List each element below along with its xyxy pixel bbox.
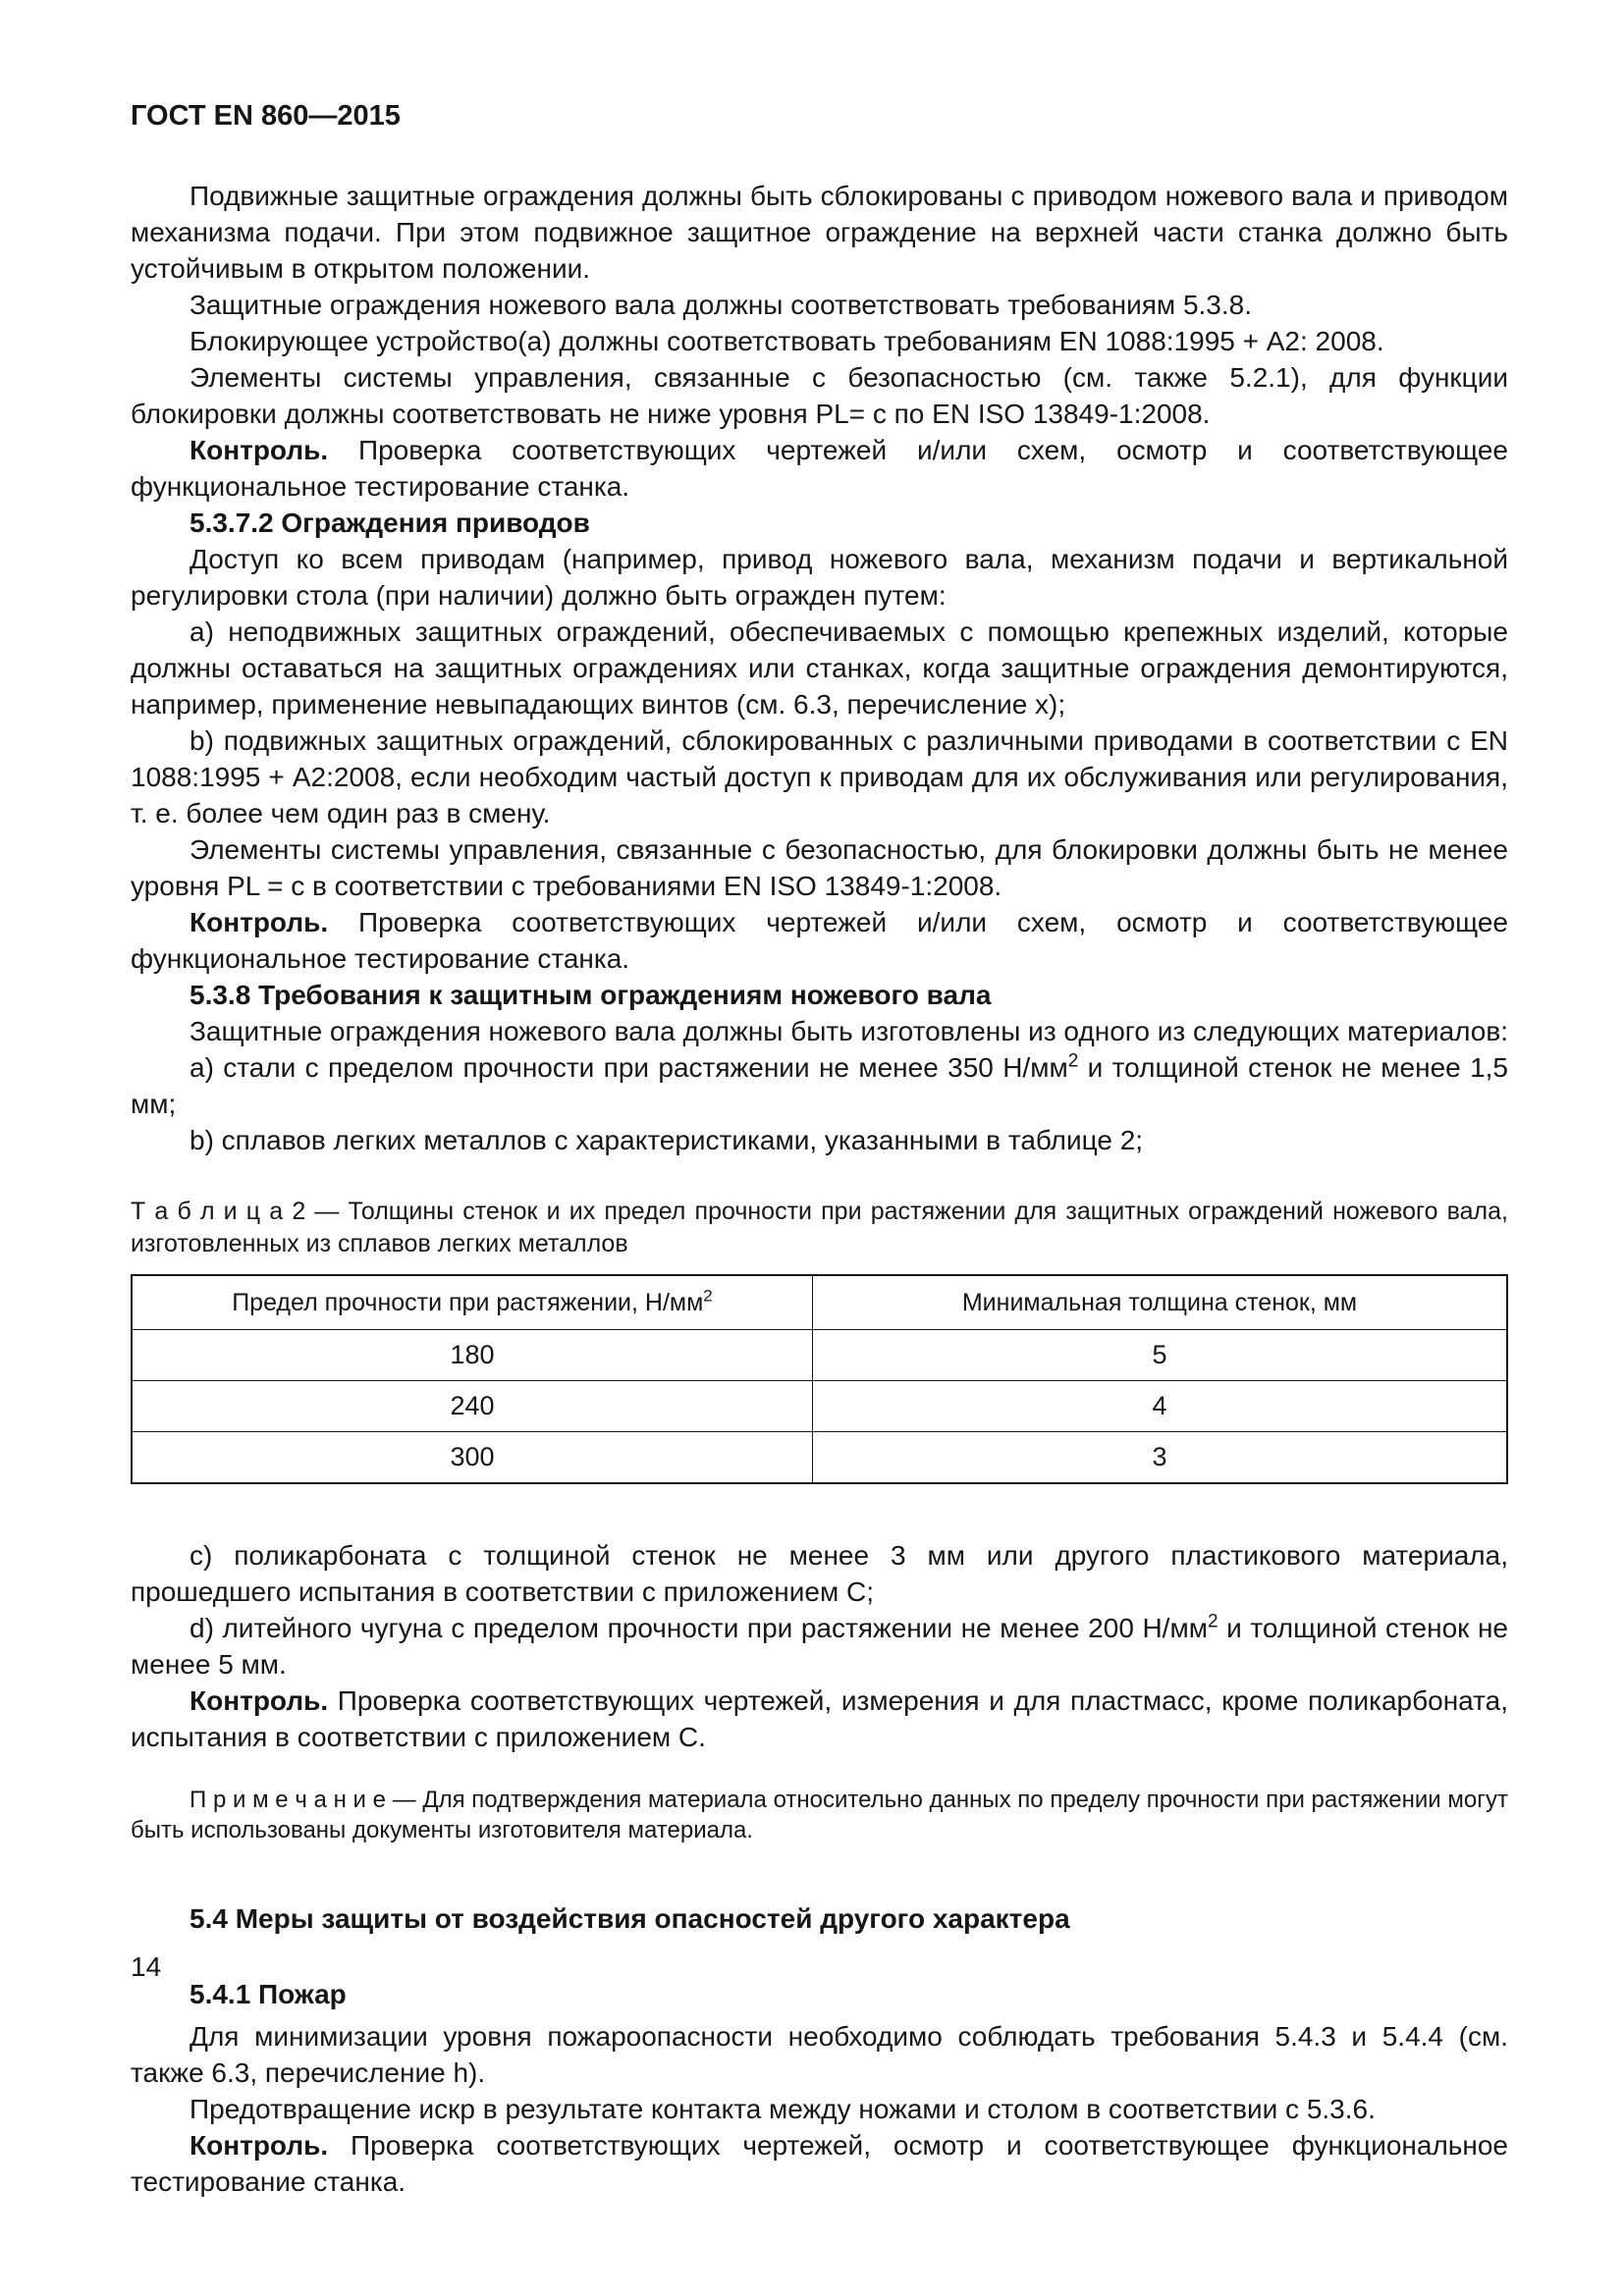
paragraph-spark-prevention: Предотвращение искр в результате контакта между ножами и столом в соответствии с 5.3.6. xyxy=(189,2094,1376,2124)
control-label: Контроль. xyxy=(189,2130,329,2161)
item-a-text-end: и толщиной стенок не менее 1,5 мм; xyxy=(131,1052,1508,1119)
note-material-confirmation: П р и м е ч а н и е — Для подтверждения материала относительно данных по пределу прочности при растяжении могут быть использованы документы изготовителя материала. xyxy=(131,1787,1508,1843)
paragraph-item-d-cast-iron xyxy=(131,1610,1508,1682)
superscript-2: 2 xyxy=(1207,1611,1218,1632)
paragraph-fire-risk: Для минимизации уровня пожароопасности необходимо соблюдать требования 5.4.3 и 5.4.4 (см. также 6.3, перечисление h). xyxy=(131,2021,1508,2088)
table-caption: Т а б л и ц а 2 — Толщины стенок и их предел прочности при растяжении для защитных ограждений ножевого вала, изготовленных из сплавов легких металлов xyxy=(131,1198,1508,1257)
paragraph-item-b-alloys: b) сплавов легких металлов с характеристиками, указанными в таблице 2; xyxy=(189,1125,1144,1155)
paragraph-control-system: Элементы системы управления, связанные с безопасностью (см. также 5.2.1), для функции блокировки должны соответствовать не ниже уровня PL= с по EN ISO 13849-1:2008. xyxy=(131,362,1508,429)
heading-5-4-1: 5.4.1 Пожар xyxy=(189,1979,347,2009)
table-cell-thickness: 3 xyxy=(812,1432,1507,1484)
table-row xyxy=(132,1381,1507,1432)
control-text: Проверка соответствующих чертежей, измерения и для пластмасс, кроме поликарбоната, испытания в соответствии с приложением С. xyxy=(131,1685,1508,1752)
paragraph-drive-access: Доступ ко всем приводам (например, привод ножевого вала, механизм подачи и вертикальной регулировки стола (при наличии) должно быть огражден путем: xyxy=(131,544,1508,611)
superscript-2: 2 xyxy=(1067,1050,1079,1072)
page-number: 14 xyxy=(131,1951,162,1982)
paragraph-materials-intro: Защитные ограждения ножевого вала должны быть изготовлены из одного из следующих материалов: xyxy=(189,1016,1509,1046)
table-cell-strength: 300 xyxy=(132,1432,812,1484)
table-cell-strength: 240 xyxy=(132,1381,812,1432)
document-body xyxy=(131,178,1508,2200)
paragraph-control-check-3 xyxy=(131,1682,1508,1755)
table-2 xyxy=(131,1274,1508,1484)
item-d-text: d) литейного чугуна с пределом прочности при растяжении не менее 200 Н/мм xyxy=(189,1613,1208,1643)
table-row xyxy=(132,1330,1507,1381)
heading-5-3-7-2: 5.3.7.2 Ограждения приводов xyxy=(189,507,590,538)
paragraph-item-a-fixed-guards: a) неподвижных защитных ограждений, обеспечиваемых с помощью крепежных изделий, которые должны оставаться на защитных ограждениях или станках, когда защитные ограждения демонтируются, например, применение невыпадающих винтов (см. 6.3, перечисление x); xyxy=(131,616,1508,720)
paragraph-guards-requirement: Защитные ограждения ножевого вала должны соответствовать требованиям 5.3.8. xyxy=(189,290,1252,320)
superscript-2: 2 xyxy=(703,1286,713,1306)
table-cell-thickness: 5 xyxy=(812,1330,1507,1381)
paragraph-control-system-pl: Элементы системы управления, связанные с безопасностью, для блокировки должны быть не менее уровня PL = с в соответствии с требованиями EN ISO 13849-1:2008. xyxy=(131,834,1508,901)
control-label: Контроль. xyxy=(189,1685,329,1716)
paragraph-item-b-movable-guards: b) подвижных защитных ограждений, сблокированных с различными приводами в соответствии с EN 1088:1995 + А2:2008, если необходим частый доступ к приводам для их обслуживания или регулирования, т. е. более чем один раз в смену. xyxy=(131,725,1508,828)
control-label: Контроль. xyxy=(189,907,329,937)
item-a-text: a) стали с пределом прочности при растяжении не менее 350 Н/мм xyxy=(189,1052,1068,1083)
paragraph-control-check-2 xyxy=(131,904,1508,977)
paragraph-control-check-4 xyxy=(131,2127,1508,2200)
table-header-strength-text: Предел прочности при растяжении, Н/мм xyxy=(232,1288,704,1316)
control-label: Контроль. xyxy=(189,435,329,465)
table-cell-strength: 180 xyxy=(132,1330,812,1381)
paragraph-movable-guards: Подвижные защитные ограждения должны быть сблокированы с приводом ножевого вала и приводом механизма подачи. При этом подвижное защитное ограждение на верхней части станка должно быть устойчивым в открытом положении. xyxy=(131,181,1508,284)
paragraph-item-a-steel xyxy=(131,1049,1508,1122)
control-text: Проверка соответствующих чертежей и/или схем, осмотр и соответствующее функциональное тестирование станка. xyxy=(131,907,1508,974)
control-text: Проверка соответствующих чертежей и/или схем, осмотр и соответствующее функциональное тестирование станка. xyxy=(131,435,1508,502)
table-header-strength xyxy=(132,1275,812,1330)
control-text: Проверка соответствующих чертежей, осмотр и соответствующее функциональное тестирование станка. xyxy=(131,2130,1508,2197)
paragraph-control-check-1 xyxy=(131,432,1508,505)
table-cell-thickness: 4 xyxy=(812,1381,1507,1432)
paragraph-item-c-polycarbonate: c) поликарбоната с толщиной стенок не менее 3 мм или другого пластикового материала, прошедшего испытания в соответствии с приложением С; xyxy=(131,1540,1508,1607)
heading-5-3-8: 5.3.8 Требования к защитным ограждениям ножевого вала xyxy=(189,980,992,1010)
table-header-row xyxy=(132,1275,1507,1330)
document-title: ГОСТ EN 860—2015 xyxy=(131,100,401,132)
paragraph-interlock-device: Блокирующее устройство(а) должны соответствовать требованиям EN 1088:1995 + А2: 2008. xyxy=(189,326,1384,356)
heading-5-4: 5.4 Меры защиты от воздействия опасностей другого характера xyxy=(189,1903,1070,1934)
table-row xyxy=(132,1432,1507,1484)
item-d-text-end: и толщиной стенок не менее 5 мм. xyxy=(131,1613,1509,1680)
table-header-thickness: Минимальная толщина стенок, мм xyxy=(812,1275,1507,1330)
